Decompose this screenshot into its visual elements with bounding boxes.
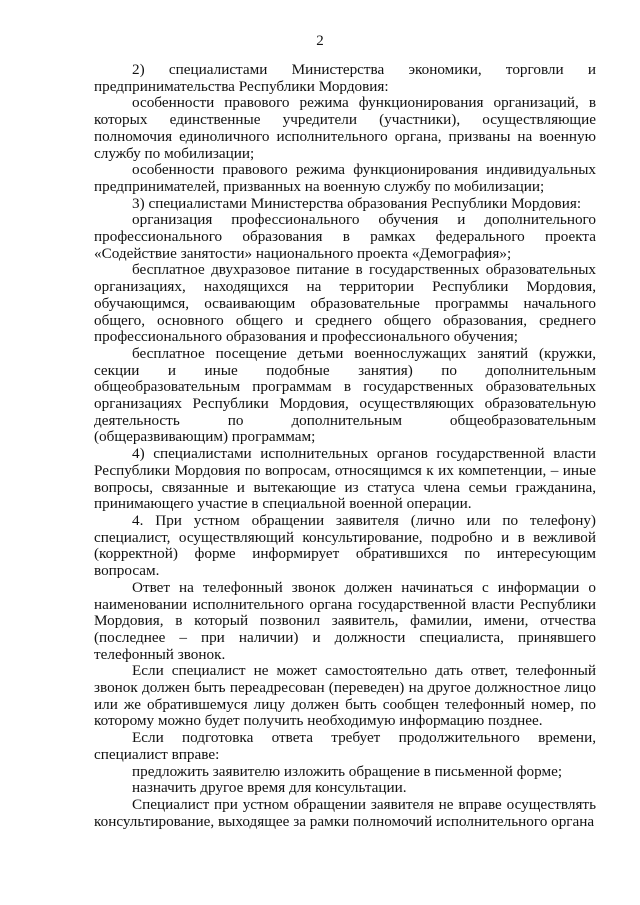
paragraph: 4) специалистами исполнительных органов государственной власти Республики Мордовия по вопросам, относящимся к их компетенции, – иные вопросы, связанные и вытекающие из статуса члена семьи гражданина, принимающего участие в специальной военной операции.	[94, 445, 596, 513]
paragraph: особенности правового режима функционирования индивидуальных предпринимателей, призванных на военную службу по мобилизации;	[94, 161, 596, 195]
document-body	[94, 62, 596, 830]
page-number: 2	[316, 33, 324, 49]
paragraph: Если специалист не может самостоятельно дать ответ, телефонный звонок должен быть переадресован (переведен) на другое должностное лицо или же обратившемуся лицу должен быть сообщен телефонный номер, по которому можно будет получить необходимую информацию позднее.	[94, 662, 596, 730]
paragraph: бесплатное посещение детьми военнослужащих занятий (кружки, секции и иные подобные занятия) по дополнительным общеобразовательным программам в государственных образовательных организациях Республики Мордовия, осуществляющих образовательную деятельность по дополнительным общеобразовательным (общеразвивающим) программам;	[94, 344, 596, 446]
paragraph: Ответ на телефонный звонок должен начинаться с информации о наименовании исполнительного органа государственной власти Республики Мордовия, в который позвонил заявитель, фамилии, имени, отчества (последнее – при наличии) и должности специалиста, принявшего телефонный звонок.	[94, 578, 596, 663]
paragraph: Если подготовка ответа требует продолжительного времени, специалист вправе:	[94, 729, 596, 763]
paragraph: 3) специалистами Министерства образования Республики Мордовия:	[132, 194, 582, 212]
paragraph: 2) специалистами Министерства экономики, торговли и предпринимательства Республики Мордовия:	[94, 61, 596, 95]
paragraph: 4. При устном обращении заявителя (лично или по телефону) специалист, осуществляющий консультирование, подробно и в вежливой (корректной) форме информирует обратившихся по интересующим вопросам.	[94, 511, 596, 580]
paragraph: предложить заявителю изложить обращение в письменной форме;	[132, 762, 563, 780]
paragraph: Специалист при устном обращении заявителя не вправе осуществлять консультирование, выходящее за рамки полномочий исполнительного органа	[94, 795, 596, 830]
paragraph: назначить другое время для консультации.	[132, 779, 407, 797]
paragraph: бесплатное двухразовое питание в государственных образовательных организациях, находящихся на территории Республики Мордовия, обучающимся, осваивающим образовательные программы начального общего, основного общего и среднего общего образования, среднего профессионального образования и профессионального обучения;	[94, 261, 596, 346]
paragraph: организация профессионального обучения и дополнительного профессионального образования в рамках федерального проекта «Содействие занятости» национального проекта «Демография»;	[94, 211, 596, 262]
paragraph: особенности правового режима функционирования организаций, в которых единственные учредители (участники), осуществляющие полномочия единоличного исполнительного органа, призваны на военную службу по мобилизации;	[94, 94, 596, 162]
